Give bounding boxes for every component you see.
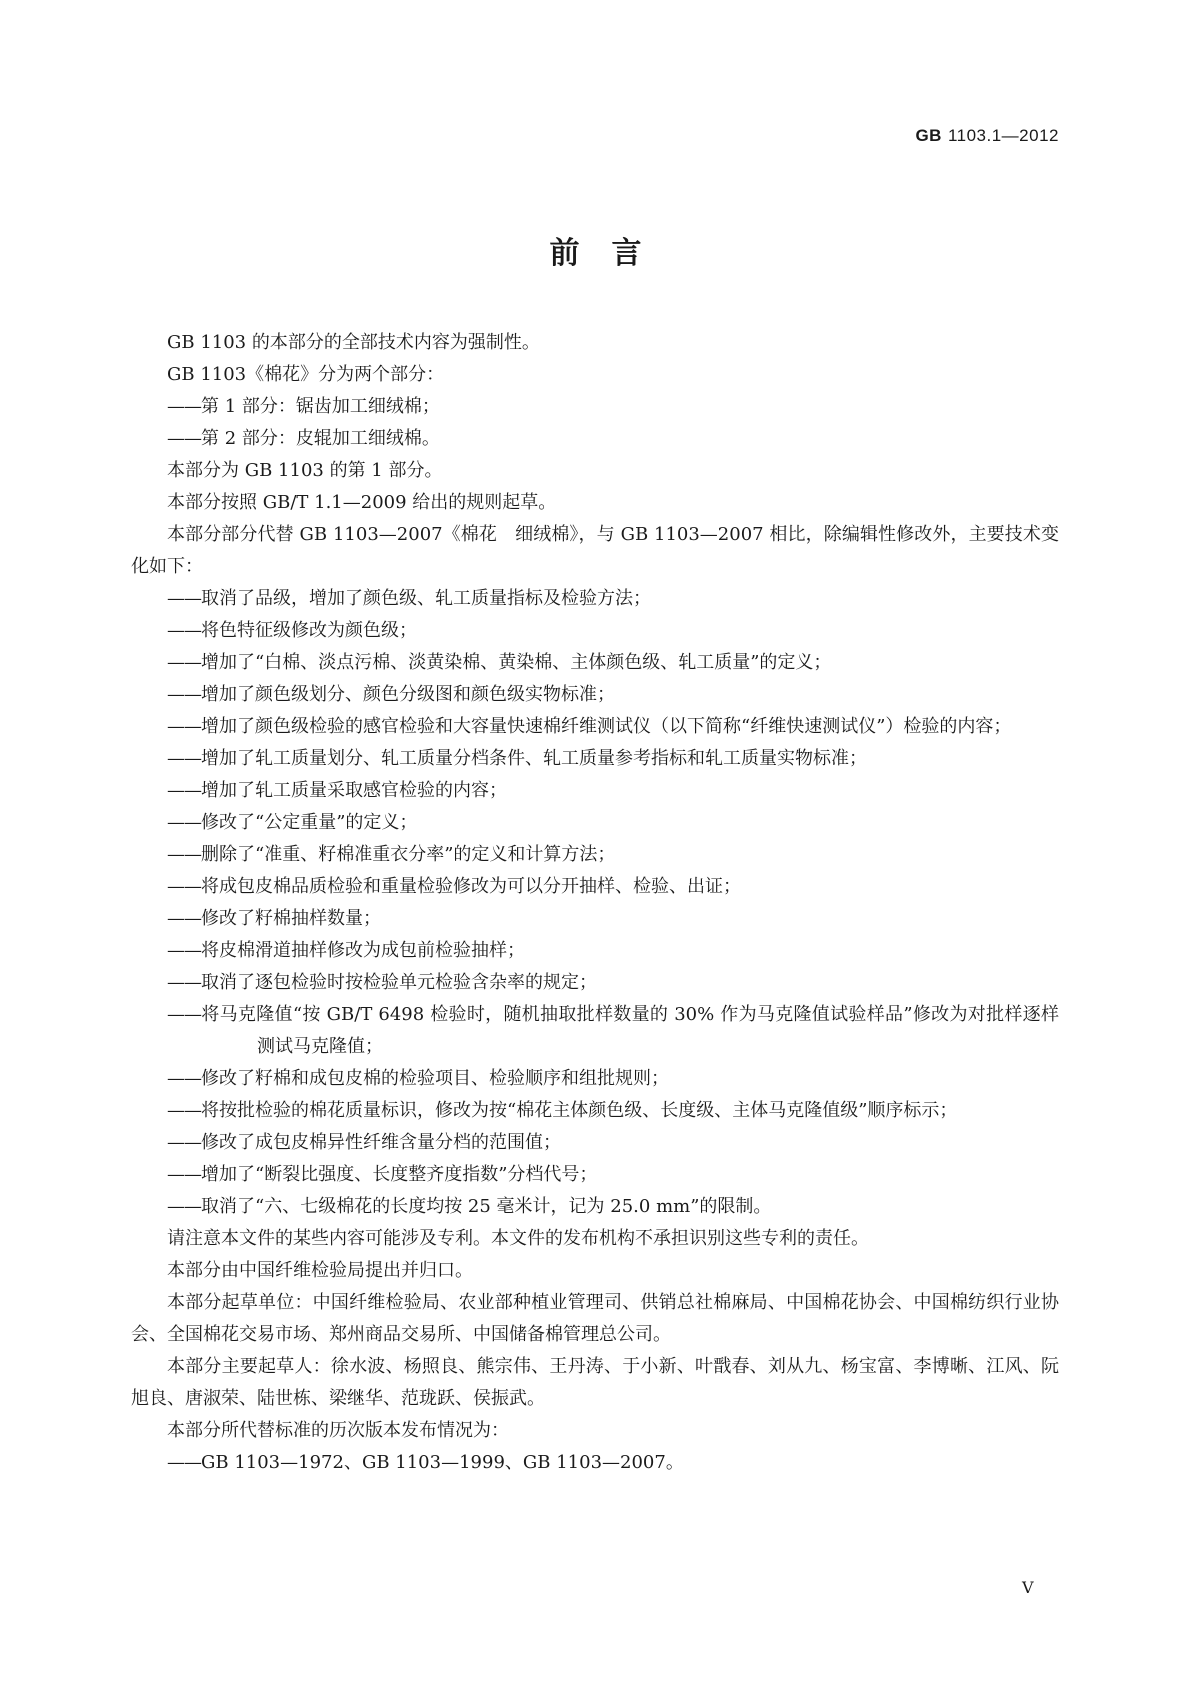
list-item: ——第 2 部分：皮辊加工细绒棉。 [167,428,440,449]
list-item: ——删除了“准重、籽棉准重衣分率”的定义和计算方法； [167,844,616,865]
paragraph: GB 1103 的本部分的全部技术内容为强制性。 [167,332,540,353]
paragraph: 本部分所代替标准的历次版本发布情况为： [167,1420,509,1441]
list-item: ——取消了“六、七级棉花的长度均按 25 毫米计，记为 25.0 mm”的限制。 [167,1196,772,1217]
page-number: V [1022,1578,1034,1597]
list-item: ——第 1 部分：锯齿加工细绒棉； [167,396,440,417]
list-item: ——增加了“白棉、淡点污棉、淡黄染棉、黄染棉、主体颜色级、轧工质量”的定义； [167,652,832,673]
list-item: ——将色特征级修改为颜色级； [167,620,417,641]
standard-code: 1103.1—2012 [947,126,1059,145]
paragraph: 本部分由中国纤维检验局提出并归口。 [167,1260,473,1281]
paragraph: 本部分按照 GB/T 1.1—2009 给出的规则起草。 [167,492,557,513]
list-item: ——增加了颜色级检验的感官检验和大容量快速棉纤维测试仪（以下简称“纤维快速测试仪”）检验的内容； [167,716,1012,737]
list-item: ——修改了籽棉抽样数量； [167,908,381,929]
list-item: ——增加了轧工质量采取感官检验的内容； [167,780,507,801]
list-item: ——修改了籽棉和成包皮棉的检验项目、检验顺序和组批规则； [167,1068,669,1089]
foreword-body [131,327,1059,1479]
list-item: ——取消了逐包检验时按检验单元检验含杂率的规定； [167,972,597,993]
list-item: ——增加了颜色级划分、颜色分级图和颜色级实物标准； [167,684,615,705]
paragraph: 请注意本文件的某些内容可能涉及专利。本文件的发布机构不承担识别这些专利的责任。 [167,1228,869,1249]
list-item: ——将成包皮棉品质检验和重量检验修改为可以分开抽样、检验、出证； [167,876,741,897]
list-item: ——将按批检验的棉花质量标识，修改为按“棉花主体颜色级、长度级、主体马克隆值级”顺序标示； [167,1100,958,1121]
list-item: ——修改了“公定重量”的定义； [167,812,418,833]
paragraph: 本部分主要起草人：徐水波、杨照良、熊宗伟、王丹涛、于小新、叶戬春、刘从九、杨宝富、李博晰、江风、阮旭良、唐淑荣、陆世栋、梁继华、范珑跃、侯振武。 [131,1356,1059,1409]
paragraph: 本部分部分代替 GB 1103—2007《棉花 细绒棉》，与 GB 1103—2007 相比，除编辑性修改外，主要技术变化如下： [131,524,1059,577]
list-item: ——将皮棉滑道抽样修改为成包前检验抽样； [167,940,525,961]
standard-number [915,126,1059,146]
paragraph: 本部分为 GB 1103 的第 1 部分。 [167,460,443,481]
list-item: ——将马克隆值“按 GB/T 6498 检验时，随机抽取批样数量的 30% 作为马克隆值试验样品”修改为对批样逐样测试马克隆值； [167,1004,1059,1057]
list-item: ——GB 1103—1972、GB 1103—1999、GB 1103—2007。 [167,1452,684,1473]
page-title: 前言 [549,236,674,271]
list-item: ——增加了“断裂比强度、长度整齐度指数”分档代号； [167,1164,598,1185]
list-item: ——增加了轧工质量划分、轧工质量分档条件、轧工质量参考指标和轧工质量实物标准； [167,748,867,769]
list-item: ——修改了成包皮棉异性纤维含量分档的范围值； [167,1132,561,1153]
standard-prefix: GB [915,126,942,145]
list-item: ——取消了品级，增加了颜色级、轧工质量指标及检验方法； [167,588,651,609]
paragraph: GB 1103《棉花》分为两个部分： [167,364,445,385]
paragraph: 本部分起草单位：中国纤维检验局、农业部种植业管理司、供销总社棉麻局、中国棉花协会、中国棉纺织行业协会、全国棉花交易市场、郑州商品交易所、中国储备棉管理总公司。 [131,1292,1059,1345]
